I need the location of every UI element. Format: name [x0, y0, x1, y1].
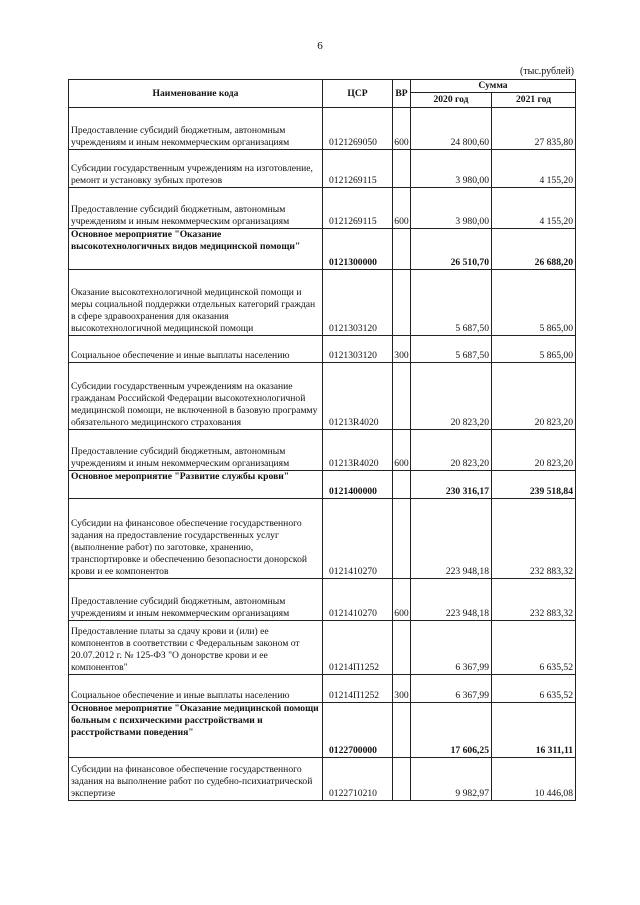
row-name: Социальное обеспечение и иные выплаты населению [69, 675, 323, 703]
row-name: Субсидии на финансовое обеспечение государственного задания на предоставление государственных услуг (выполнение работ) по заготовке, хранению, транспортировке и обеспечению безопасности донорской крови и ее компонентов [69, 499, 323, 579]
row-csr: 0121410270 [323, 499, 393, 579]
row-name: Субсидии на финансовое обеспечение государственного задания на выполнение работ по судебно-психиатрической экспертизе [69, 758, 323, 801]
header-sum: Сумма [411, 80, 576, 93]
table-row [69, 758, 576, 801]
row-name: Основное мероприятие "Оказание медицинской помощи больным с психическими расстройствами и расстройствами поведения" [69, 703, 323, 758]
table-row [69, 675, 576, 703]
page-number: 6 [317, 40, 323, 52]
row-name: Предоставление субсидий бюджетным, автономным учреждениям и иным некоммерческим организациям [69, 108, 323, 150]
row-name: Основное мероприятие "Оказание высокотехнологичных видов медицинской помощи" [69, 229, 323, 270]
header-year-2020: 2020 год [411, 93, 492, 108]
row-sum-2021: 16 311,11 [492, 703, 576, 758]
row-vr: 300 [393, 675, 411, 703]
row-sum-2020: 3 980,00 [411, 150, 492, 188]
row-name: Субсидии государственным учреждениям на изготовление, ремонт и установку зубных протезов [69, 150, 323, 188]
row-sum-2020: 17 606,25 [411, 703, 492, 758]
table-row [69, 703, 576, 758]
row-csr: 0121269115 [323, 188, 393, 229]
row-sum-2021: 5 865,00 [492, 336, 576, 363]
row-sum-2020: 26 510,70 [411, 229, 492, 270]
row-sum-2021: 6 635,52 [492, 621, 576, 675]
row-sum-2021: 232 883,32 [492, 579, 576, 621]
row-sum-2020: 230 316,17 [411, 471, 492, 499]
row-vr: 300 [393, 336, 411, 363]
row-sum-2020: 5 687,50 [411, 336, 492, 363]
header-csr: ЦСР [323, 80, 393, 108]
row-vr [393, 758, 411, 801]
row-sum-2021: 6 635,52 [492, 675, 576, 703]
table-row [69, 229, 576, 270]
row-sum-2021: 27 835,80 [492, 108, 576, 150]
row-name: Предоставление субсидий бюджетным, автономным учреждениям и иным некоммерческим организациям [69, 188, 323, 229]
row-csr: 01213R4020 [323, 363, 393, 430]
table-header [69, 80, 576, 108]
row-vr [393, 150, 411, 188]
row-sum-2021: 20 823,20 [492, 363, 576, 430]
row-name: Субсидии государственным учреждениям на оказание гражданам Российской Федерации высокотехнологичной медицинской помощи, не включенной в базовую программу обязательного медицинского страхования [69, 363, 323, 430]
row-sum-2021: 5 865,00 [492, 270, 576, 336]
row-vr [393, 270, 411, 336]
row-sum-2021: 26 688,20 [492, 229, 576, 270]
table-row [69, 150, 576, 188]
row-sum-2021: 10 446,08 [492, 758, 576, 801]
row-vr [393, 471, 411, 499]
row-csr: 01214П1252 [323, 675, 393, 703]
row-vr: 600 [393, 108, 411, 150]
row-sum-2020: 20 823,20 [411, 363, 492, 430]
table-row [69, 108, 576, 150]
row-csr: 0121269050 [323, 108, 393, 150]
row-name: Предоставление платы за сдачу крови и (или) ее компонентов в соответствии с Федеральным законом от 20.07.2012 г. № 125-ФЗ "О донорстве крови и ее компонентов" [69, 621, 323, 675]
table-row [69, 621, 576, 675]
row-csr: 01213R4020 [323, 430, 393, 471]
row-sum-2021: 20 823,20 [492, 430, 576, 471]
table-row [69, 471, 576, 499]
row-csr: 0121269115 [323, 150, 393, 188]
row-name: Оказание высокотехнологичной медицинской помощи и меры социальной поддержки отдельных категорий граждан в сфере здравоохранения для оказания высокотехнологичной медицинской помощи [69, 270, 323, 336]
row-sum-2021: 239 518,84 [492, 471, 576, 499]
row-name: Предоставление субсидий бюджетным, автономным учреждениям и иным некоммерческим организациям [69, 430, 323, 471]
table-row [69, 363, 576, 430]
row-sum-2021: 232 883,32 [492, 499, 576, 579]
table-body [69, 108, 576, 801]
budget-table [68, 79, 576, 801]
row-vr [393, 703, 411, 758]
header-vr: ВР [393, 80, 411, 108]
row-vr [393, 363, 411, 430]
row-vr [393, 621, 411, 675]
row-vr: 600 [393, 579, 411, 621]
table-row [69, 188, 576, 229]
row-name: Предоставление субсидий бюджетным, автономным учреждениям и иным некоммерческим организациям [69, 579, 323, 621]
table-row [69, 336, 576, 363]
table-row [69, 579, 576, 621]
row-vr [393, 499, 411, 579]
row-sum-2020: 20 823,20 [411, 430, 492, 471]
row-sum-2021: 4 155,20 [492, 188, 576, 229]
row-vr [393, 229, 411, 270]
row-csr: 01214П1252 [323, 621, 393, 675]
row-name: Социальное обеспечение и иные выплаты населению [69, 336, 323, 363]
row-vr: 600 [393, 430, 411, 471]
row-csr: 0122700000 [323, 703, 393, 758]
row-sum-2020: 223 948,18 [411, 499, 492, 579]
row-vr: 600 [393, 188, 411, 229]
row-sum-2021: 4 155,20 [492, 150, 576, 188]
row-name: Основное мероприятие "Развитие службы крови" [69, 471, 323, 499]
row-csr: 0122710210 [323, 758, 393, 801]
row-csr: 0121410270 [323, 579, 393, 621]
row-sum-2020: 3 980,00 [411, 188, 492, 229]
row-csr: 0121303120 [323, 270, 393, 336]
header-name: Наименование кода [69, 80, 323, 108]
row-sum-2020: 223 948,18 [411, 579, 492, 621]
table-row [69, 430, 576, 471]
row-sum-2020: 6 367,99 [411, 675, 492, 703]
units-label: (тыс.рублей) [519, 66, 574, 77]
row-csr: 0121300000 [323, 229, 393, 270]
row-csr: 0121303120 [323, 336, 393, 363]
header-year-2021: 2021 год [492, 93, 576, 108]
table-row [69, 499, 576, 579]
row-sum-2020: 5 687,50 [411, 270, 492, 336]
row-sum-2020: 6 367,99 [411, 621, 492, 675]
row-sum-2020: 9 982,97 [411, 758, 492, 801]
table-row [69, 270, 576, 336]
row-sum-2020: 24 800,60 [411, 108, 492, 150]
row-csr: 0121400000 [323, 471, 393, 499]
